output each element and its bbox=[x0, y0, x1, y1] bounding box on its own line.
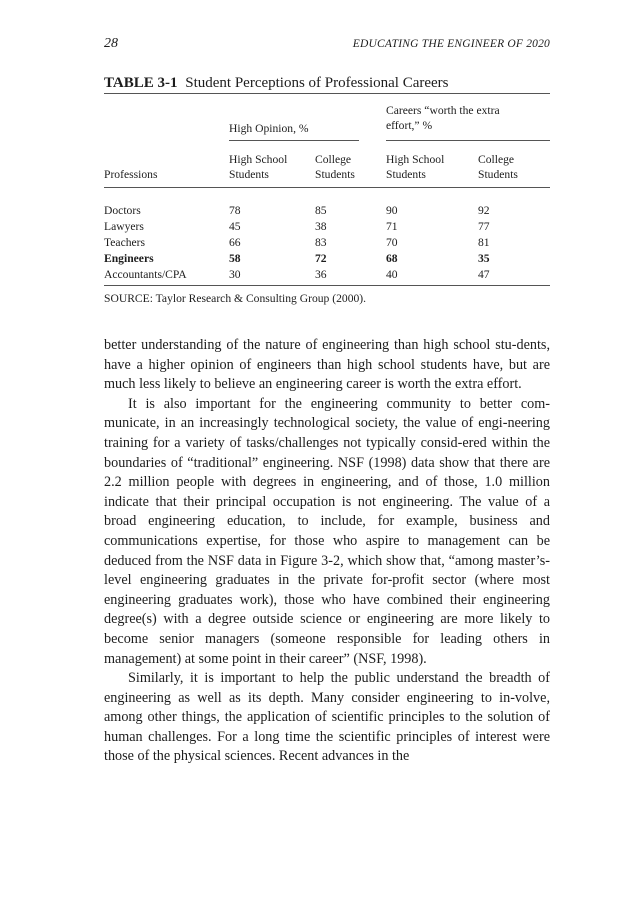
paragraph: Similarly, it is important to help the public understand the breadth of engineering as well as its depth. Many consider engineering to in-volve, among other things, the application of scientific principles to the solution of human challenges. For a long time the scientific principles of interest were those of the physical sciences. Recent advances in the bbox=[104, 670, 550, 765]
cell-value: 71 bbox=[386, 220, 398, 233]
cell-value: 47 bbox=[478, 268, 490, 281]
cell-value: 81 bbox=[478, 236, 490, 249]
page-number: 28 bbox=[104, 36, 118, 51]
group-rule-right bbox=[386, 140, 550, 141]
cell-value: 92 bbox=[478, 204, 490, 217]
cell-value: 90 bbox=[386, 204, 398, 217]
cell-value: 70 bbox=[386, 236, 398, 249]
col-header-professions: Professions bbox=[104, 168, 158, 181]
row-label: Accountants/CPA bbox=[104, 268, 187, 281]
table-top-rule bbox=[104, 93, 550, 94]
cell-value: 38 bbox=[315, 220, 327, 233]
cell-value: 40 bbox=[386, 268, 398, 281]
cell-value: 78 bbox=[229, 204, 241, 217]
cell-value: 30 bbox=[229, 268, 241, 281]
table-label: TABLE 3-1 bbox=[104, 75, 178, 91]
group-rule-left bbox=[229, 140, 359, 141]
paragraph: better understanding of the nature of engineering than high school stu-dents, have a higher opinion of engineers than high school students have, but are much less likely to believe an engineering career is worth the extra effort. bbox=[104, 337, 550, 393]
col-header-line: Students bbox=[229, 168, 269, 181]
col-header-line: College bbox=[315, 153, 352, 166]
cell-value: 45 bbox=[229, 220, 241, 233]
cell-value: 68 bbox=[386, 252, 398, 265]
col-header-line: Students bbox=[315, 168, 355, 181]
col-header-hs-effort bbox=[386, 152, 444, 182]
col-header-hs-opinion bbox=[229, 152, 287, 182]
col-header-college-effort bbox=[478, 152, 518, 182]
paragraph: It is also important for the engineering community to better com-municate, in an increasingly technological society, the value of engi-neering training for a variety of tasks/challenges not typically consid-ered within the boundaries of “traditional” engineering. NSF (1998) data show that there are 2.2 million people with degrees in engineering, and of those, 1.0 million indicate that their principal occupation is not engineering. The value of a broad engineering education, to include, for example, business and communications expertise, for those who aspire to management can be deduced from the NSF data in Figure 3-2, which show that, “among master’s-level engineering graduates in the private for-profit sector (where most engineering graduates work), those who have combined their engineering degree(s) with a degree outside science or engineering are more likely to become senior managers (someone responsible for leading others in management) at some point in their career” (NSF, 1998). bbox=[104, 395, 550, 667]
table-caption: Student Perceptions of Professional Careers bbox=[185, 75, 449, 91]
col-header-line: Students bbox=[478, 168, 518, 181]
group-header-worth-effort: Careers “worth the extra effort,” % bbox=[386, 104, 500, 132]
running-head: EDUCATING THE ENGINEER OF 2020 bbox=[352, 38, 550, 50]
cell-value: 77 bbox=[478, 220, 490, 233]
col-header-college-opinion bbox=[315, 152, 355, 182]
table-bottom-rule bbox=[104, 285, 550, 286]
row-label: Lawyers bbox=[104, 220, 144, 233]
cell-value: 83 bbox=[315, 236, 327, 249]
row-label: Doctors bbox=[104, 204, 141, 217]
col-header-line: College bbox=[478, 153, 515, 166]
cell-value: 36 bbox=[315, 268, 327, 281]
cell-value: 35 bbox=[478, 252, 490, 265]
table-source: SOURCE: Taylor Research & Consulting Group (2000). bbox=[104, 292, 367, 305]
header-bottom-rule bbox=[104, 187, 550, 188]
row-label: Teachers bbox=[104, 236, 146, 249]
group-header-high-opinion: High Opinion, % bbox=[229, 122, 309, 135]
col-header-line: Students bbox=[386, 168, 426, 181]
cell-value: 72 bbox=[315, 252, 327, 265]
cell-value: 85 bbox=[315, 204, 327, 217]
table-title bbox=[104, 75, 449, 92]
cell-value: 58 bbox=[229, 252, 241, 265]
col-header-line: High School bbox=[386, 153, 445, 166]
body-text bbox=[104, 336, 550, 767]
col-header-line: High School bbox=[229, 153, 288, 166]
row-label: Engineers bbox=[104, 252, 154, 265]
cell-value: 66 bbox=[229, 236, 241, 249]
